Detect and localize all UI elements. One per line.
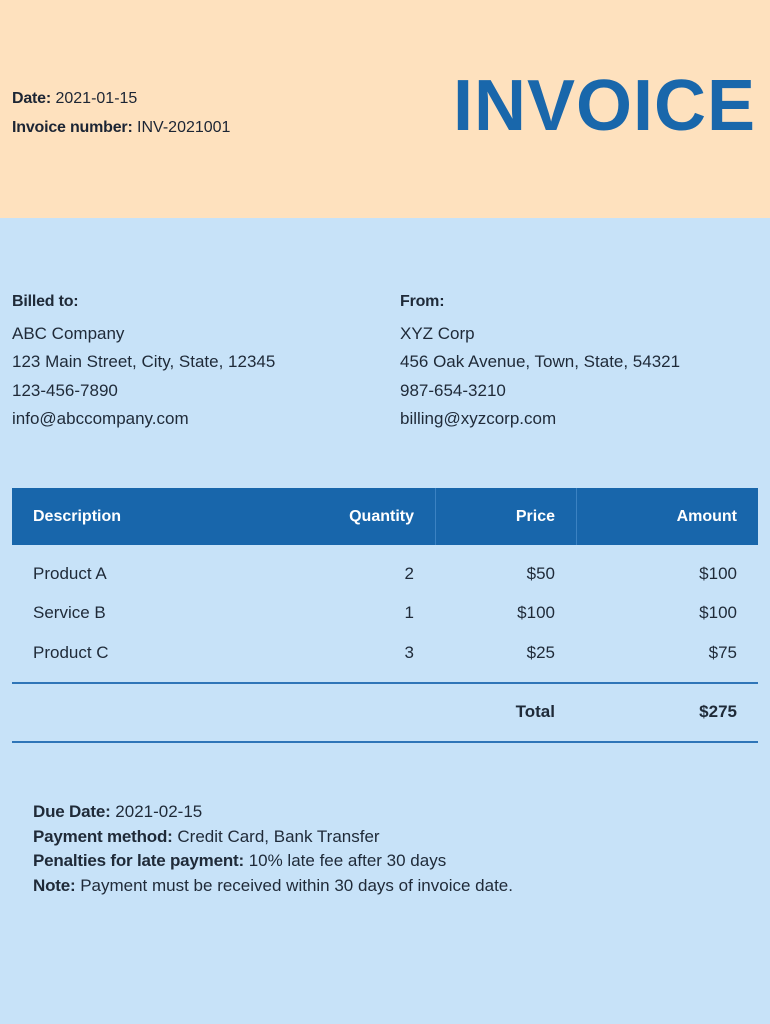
billed-to-heading: Billed to: — [12, 293, 79, 310]
total-row — [12, 690, 758, 734]
invoice-terms — [33, 800, 513, 898]
payment-method-label: Payment method: — [33, 826, 173, 846]
invoice-note — [33, 874, 513, 899]
billed-to-phone: 123-456-7890 — [12, 380, 118, 400]
from-heading: From: — [400, 293, 445, 310]
row-quantity: 3 — [404, 643, 414, 662]
from-block — [400, 288, 680, 434]
table-row — [12, 554, 758, 594]
row-description: Product A — [33, 564, 107, 583]
due-date-value: 2021-02-15 — [115, 802, 203, 821]
payment-method — [33, 825, 513, 850]
row-amount: $100 — [699, 603, 737, 622]
date-label: Date: — [12, 90, 52, 107]
from-email: billing@xyzcorp.com — [400, 409, 557, 428]
invoice-meta — [12, 84, 230, 142]
column-header-description: Description — [33, 508, 122, 525]
from-address: 456 Oak Avenue, Town, State, 54321 — [400, 352, 681, 371]
billed-to-name: ABC Company — [12, 323, 125, 343]
note-value: Payment must be received within 30 days of invoice date. — [80, 875, 513, 895]
row-amount: $75 — [708, 643, 737, 662]
row-price: $50 — [526, 564, 555, 583]
row-amount: $100 — [699, 564, 737, 583]
column-header-price: Price — [435, 488, 576, 545]
invoice-number-label: Invoice number: — [12, 119, 133, 136]
table-row — [12, 633, 758, 673]
row-quantity: 1 — [404, 603, 414, 622]
date-value: 2021-01-15 — [55, 90, 138, 107]
items-table-header — [12, 488, 758, 545]
invoice-date — [12, 84, 230, 113]
note-label: Note: — [33, 875, 76, 895]
due-date — [33, 800, 513, 825]
late-penalty-label: Penalties for late payment: — [33, 851, 244, 871]
row-quantity: 2 — [404, 564, 414, 583]
late-penalty — [33, 849, 513, 874]
late-penalty-value: 10% late fee after 30 days — [248, 851, 447, 871]
payment-method-value: Credit Card, Bank Transfer — [177, 826, 380, 846]
total-value: $275 — [699, 702, 737, 721]
invoice-header — [0, 0, 770, 218]
row-price: $25 — [526, 643, 555, 662]
billed-to-email: info@abccompany.com — [12, 409, 189, 428]
from-phone: 987-654-3210 — [400, 380, 506, 400]
billed-to-address: 123 Main Street, City, State, 12345 — [12, 352, 276, 371]
total-label: Total — [515, 702, 555, 721]
invoice-number — [12, 113, 230, 142]
table-divider — [12, 682, 758, 684]
column-header-quantity: Quantity — [349, 508, 414, 525]
column-header-amount: Amount — [576, 488, 758, 545]
from-name: XYZ Corp — [400, 323, 475, 343]
billed-to-block — [12, 288, 275, 434]
invoice-title: INVOICE — [452, 66, 756, 146]
invoice-number-value: INV-2021001 — [137, 119, 231, 136]
table-row — [12, 593, 758, 633]
row-price: $100 — [517, 603, 555, 622]
table-bottom-divider — [12, 741, 758, 743]
row-description: Service B — [33, 603, 106, 622]
row-description: Product C — [33, 643, 109, 662]
due-date-label: Due Date: — [33, 802, 111, 821]
